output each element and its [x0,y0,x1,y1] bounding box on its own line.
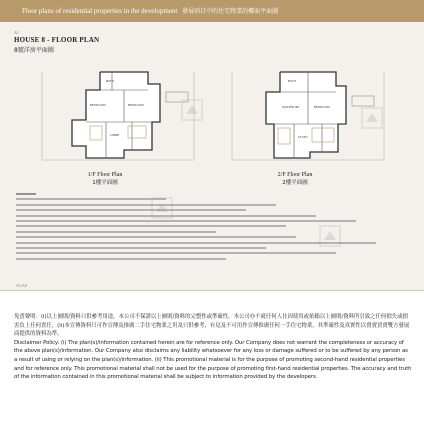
sheet-footer-mark: A1/A8 [16,283,27,288]
plan-caption-2f-zh: 2樓平面圖 [282,180,308,186]
agency-watermark-icon [150,196,174,220]
page-header-banner [0,0,424,22]
svg-text:BATH: BATH [106,79,114,83]
divider [0,290,424,291]
plan-caption-1f-en: 1/F Floor Plan [87,172,123,178]
svg-text:STUDY: STUDY [298,135,308,139]
agency-watermark-icon [318,224,342,248]
svg-text:MASTER BR: MASTER BR [282,105,300,109]
agency-watermark-icon [360,106,384,130]
plan-notes-fine-print [16,193,406,263]
agency-watermark-icon [180,98,204,122]
svg-text:BEDROOM: BEDROOM [90,103,106,107]
page-number: A1 [14,30,19,35]
banner-title-en: Floor plans of residential properties in the development [22,7,178,15]
disclaimer [14,313,412,382]
plan-caption-1f [60,172,150,186]
svg-text:LOBBY: LOBBY [110,133,120,137]
svg-text:BATH: BATH [288,79,296,83]
plan-caption-1f-zh: 1樓平面圖 [92,180,118,186]
house-title: HOUSE 8 - FLOOR PLAN [14,36,100,44]
svg-text:BEDROOM: BEDROOM [314,105,330,109]
disclaimer-en: Disclaimer Policy: (i) The plan(s)/information contained herein are for reference only. Our Company does not warrant the completeness or accuracy of the above plan(s)/information. Our Company also disclaims any liability whatsoever for any loss or damage suffered or to be suffered by any person as a result of using or relying on the plan(s)/information. (ii) This promotional material is for the purpose of promoting second-hand residential properties and for reference only. This promotional material shall not be used for the purpose of promoting first-hand residential properties. The accuracy and truth of the information contained in this promotional material shall be subject to information provided by the developers. [14,339,412,381]
plan-caption-2f [250,172,340,186]
plan-caption-2f-en: 2/F Floor Plan [277,172,313,178]
house-subtitle: 8號洋房平面圖 [14,47,54,54]
disclaimer-zh: 免責聲明：(i)以上圖則/資料只供參考用途，本公司不保證以上圖則/資料的完整性或準確性，本公司亦不就任何人仕因使用或依賴以上圖則/資料所引致之任何損失或損害負上任何責任。(ii)本宣傳資料只可作宣傳及推廣二手住宅物業之用及只供參考，有見及不可用作宣傳推廣任何一手住宅物業，其準確性及真實性以賣賣買賣雙方發展商提供的資料為準。 [14,314,410,338]
svg-text:BEDROOM: BEDROOM [128,103,144,107]
banner-title-zh: 發展項目中的住宅物業的樓面平面圖 [182,8,279,15]
banner-title [22,6,278,15]
